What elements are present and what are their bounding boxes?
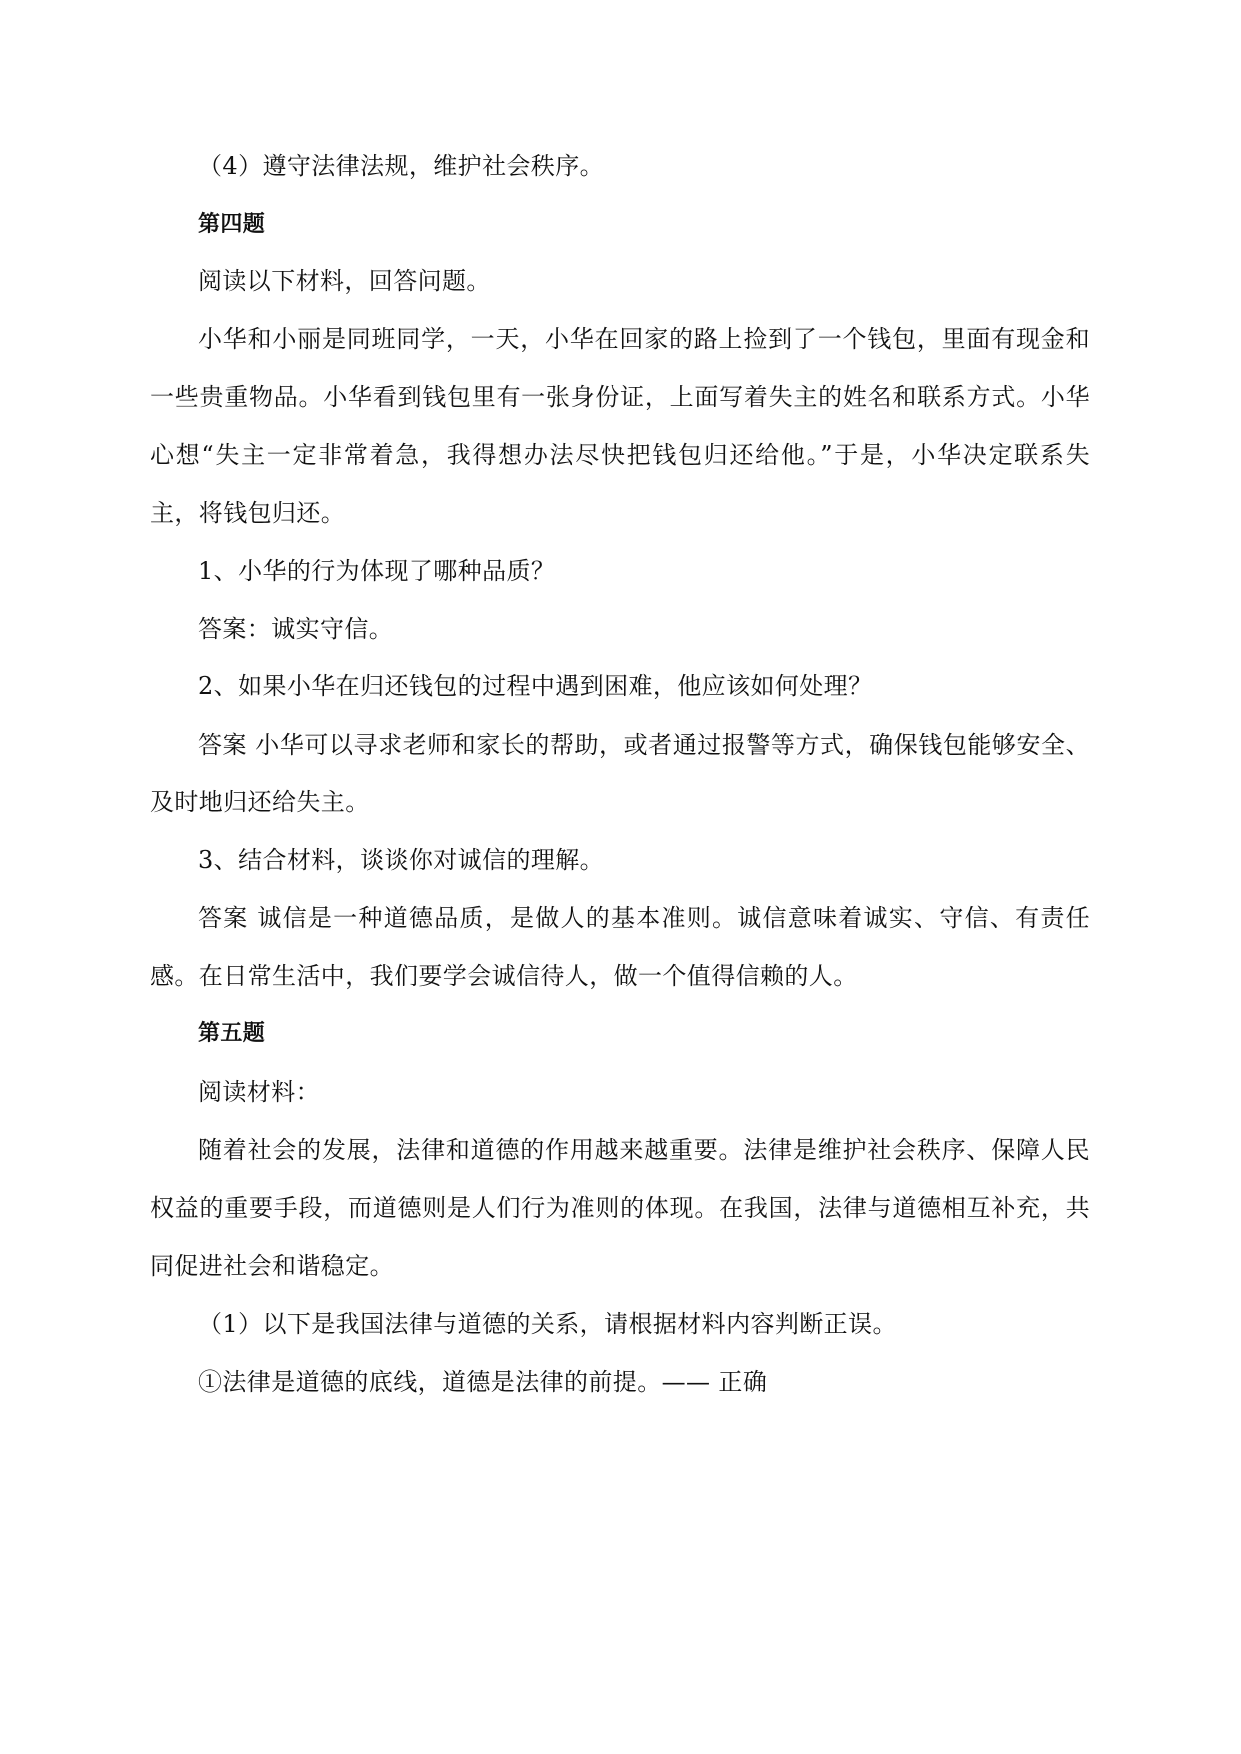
q4-answer-3-line-2: 感。在日常生活中，我们要学会诚信待人，做一个值得信赖的人。 — [150, 962, 858, 990]
q4-answer-2-line-2: 及时地归还给失主。 — [150, 788, 370, 816]
q4-question-3: 3、结合材料，谈谈你对诚信的理解。 — [198, 846, 605, 874]
q4-answer-3-line-1: 答案 诚信是一种道德品质，是做人的基本准则。诚信意味着诚实、守信、有责任 — [198, 904, 1090, 932]
q4-material-line-2: 一些贵重物品。小华看到钱包里有一张身份证，上面写着失主的姓名和联系方式。小华 — [150, 383, 1090, 411]
q5-statement-1: ①法律是道德的底线，道德是法律的前提。—— 正确 — [198, 1368, 768, 1396]
q4-answer-2-line-1: 答案 小华可以寻求老师和家长的帮助，或者通过报警等方式，确保钱包能够安全、 — [198, 731, 1090, 759]
q4-question-2: 2、如果小华在归还钱包的过程中遇到困难，他应该如何处理？ — [198, 672, 873, 700]
q5-subquestion-1: （1）以下是我国法律与道德的关系，请根据材料内容判断正误。 — [198, 1310, 897, 1338]
q4-material-line-1: 小华和小丽是同班同学，一天，小华在回家的路上捡到了一个钱包，里面有现金和 — [198, 325, 1090, 353]
q5-prompt: 阅读材料： — [198, 1078, 320, 1106]
q5-material-line-3: 同促进社会和谐稳定。 — [150, 1252, 394, 1280]
q4-question-1: 1、小华的行为体现了哪种品质？ — [198, 557, 556, 585]
q4-material-line-3: 心想“失主一定非常着急，我得想办法尽快把钱包归还给他。”于是，小华决定联系失 — [150, 441, 1090, 469]
q4-material-line-4: 主，将钱包归还。 — [150, 499, 346, 527]
q5-material-line-1: 随着社会的发展，法律和道德的作用越来越重要。法律是维护社会秩序、保障人民 — [198, 1136, 1090, 1164]
item-4-text: （4）遵守法律法规，维护社会秩序。 — [198, 152, 605, 180]
q4-answer-1: 答案：诚实守信。 — [198, 615, 394, 643]
q5-heading: 第五题 — [198, 1021, 266, 1046]
q5-material-line-2: 权益的重要手段，而道德则是人们行为准则的体现。在我国，法律与道德相互补充，共 — [150, 1194, 1090, 1222]
q4-prompt: 阅读以下材料，回答问题。 — [198, 267, 491, 295]
q4-heading: 第四题 — [198, 212, 266, 237]
